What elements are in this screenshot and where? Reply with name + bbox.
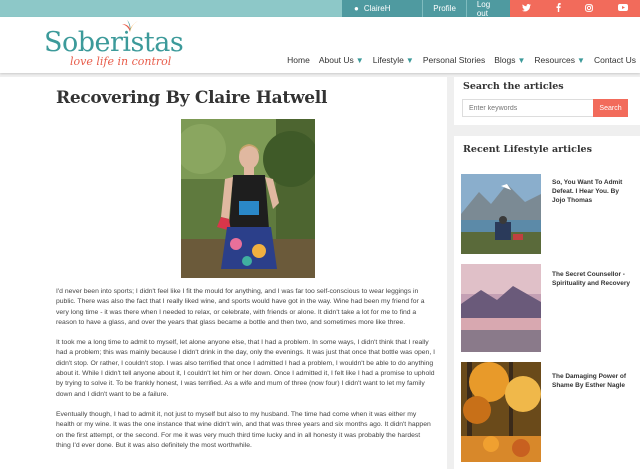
social-links <box>510 0 640 17</box>
nav-label: Lifestyle <box>372 55 404 65</box>
nav-label: Contact Us <box>593 55 636 65</box>
logo-name: Soberistas <box>44 27 184 58</box>
divider <box>422 0 423 17</box>
article-main <box>0 77 447 469</box>
site-logo[interactable] <box>44 29 183 68</box>
logout-link[interactable]: Log out <box>476 0 491 18</box>
nav-item-home[interactable] <box>287 55 310 65</box>
article-body <box>56 287 436 461</box>
article-title: Recovering By Claire Hatwell <box>56 88 328 108</box>
chevron-down-icon: ▼ <box>577 55 585 65</box>
article-thumbnail[interactable] <box>461 362 541 462</box>
twitter-icon[interactable] <box>522 4 531 14</box>
nav-item-resources[interactable] <box>534 55 585 65</box>
flower-logo-icon <box>122 20 138 32</box>
search-heading: Search the articles <box>463 81 564 92</box>
divider <box>466 0 467 17</box>
nav-item-personal-stories[interactable] <box>423 55 485 65</box>
article-paragraph: Eventually though, I had to admit it, not just to myself but also to my husband. The time had come when it was either my health or my wine. It was the one instance that wine didn't win, and that was three years and six months ago. It didn't happen on the first attempt, or the second. For me it was very much third time lucky and in all honesty it was probably the hardest thing I'd ever done. But it was also definitely the most worthwhile. <box>56 410 431 449</box>
recent-heading: Recent Lifestyle articles <box>463 144 592 155</box>
article-link[interactable]: So, You Want To Admit Defeat. I Hear You. By Jojo Thomas <box>552 179 623 204</box>
main-nav <box>278 55 636 65</box>
chevron-down-icon: ▼ <box>355 55 364 65</box>
article-link[interactable]: The Secret Counsellor - Spirituality and Recovery <box>552 271 631 287</box>
chevron-down-icon: ▼ <box>405 55 414 65</box>
nav-item-about[interactable] <box>319 55 364 65</box>
recent-articles-widget <box>454 136 640 469</box>
search-input[interactable] <box>462 99 596 117</box>
article-link[interactable]: The Damaging Power of Shame By Esther Nagle <box>552 373 627 389</box>
nav-label: Blogs <box>494 55 516 65</box>
instagram-icon[interactable] <box>585 4 593 14</box>
article-paragraph: I'd never been into sports; I didn't feel like I fit the mould for anything, and I was far too self-conscious to wear leggings in public. There was also the fact that I really liked wine, and sports would have got in the way. Wine had been my friend for a very long time - it was there when I needed to relax, or celebrate, with friends or alone. It didn't take a lot for me to find a reason to have a glass, and over the years that glass became a bottle and then two, and sometimes more like three. <box>56 288 425 326</box>
top-bar <box>0 0 640 17</box>
youtube-icon[interactable] <box>618 4 628 13</box>
search-widget <box>454 77 640 125</box>
nav-item-lifestyle[interactable] <box>373 55 414 65</box>
username[interactable]: ClaireH <box>363 4 391 13</box>
facebook-icon[interactable] <box>556 3 561 14</box>
nav-label: Home <box>287 55 310 65</box>
nav-item-contact[interactable] <box>594 55 636 65</box>
nav-item-blogs[interactable] <box>494 55 525 65</box>
nav-label: Personal Stories <box>422 55 486 65</box>
article-thumbnail[interactable] <box>461 174 541 254</box>
article-paragraph: It took me a long time to admit to myself, let alone anyone else, that I had a problem. In some ways, I didn't think that I really had a problem; this was mainly because I didn't drink in the day, only the evenings. It was just that once that bottle was open, I didn't stop. Or rather, I couldn't stop. I was also terrified that once I admitted I had a problem, I wouldn't be able to do anything about it. While I didn't tell anyone about it, I couldn't let him or her down. Once I admitted it, I felt like I had a promise to uphold by trying to solve it. To be frankly honest, I was terrified. As a wife and mum of three (now four) I didn't want to let my family down and I didn't want to be a failure. <box>56 339 435 398</box>
article-thumbnail[interactable] <box>461 264 541 352</box>
user-bar <box>342 0 510 17</box>
chevron-down-icon: ▼ <box>517 55 526 65</box>
profile-link[interactable]: Profile <box>433 4 456 13</box>
logo-tagline: love life in control <box>70 55 172 68</box>
nav-label: About Us <box>318 55 354 65</box>
search-button[interactable]: Search <box>593 99 628 117</box>
site-header <box>0 17 640 73</box>
nav-label: Resources <box>534 55 576 65</box>
hero-image <box>181 119 315 278</box>
user-icon: ● <box>354 4 359 13</box>
